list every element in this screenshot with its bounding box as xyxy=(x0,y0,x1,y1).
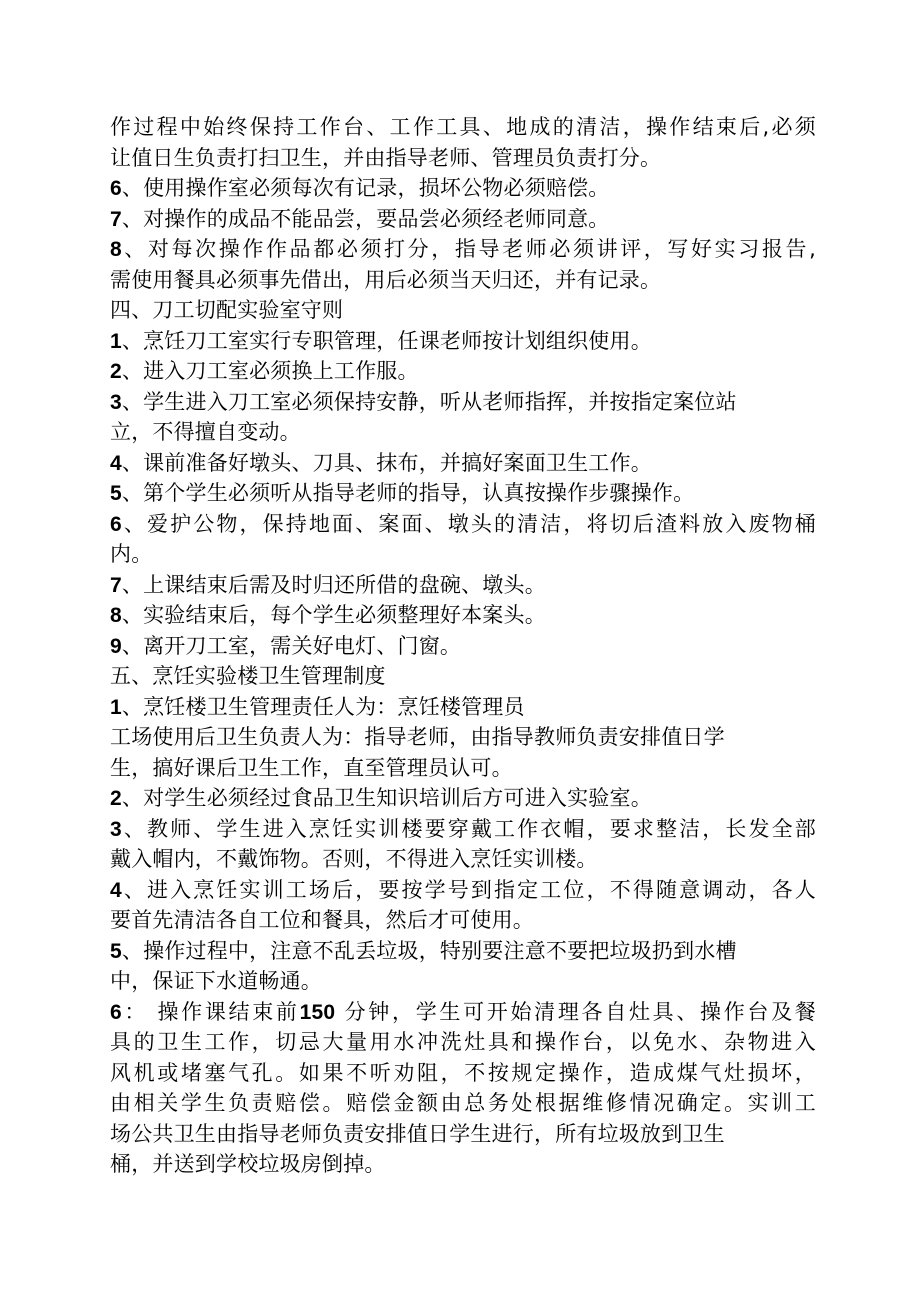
text-line xyxy=(110,387,816,418)
line-text: 内。 xyxy=(110,542,153,566)
line-text: 、对操作的成品不能品尝，要品尝必须经老师同意。 xyxy=(121,206,610,231)
text-line xyxy=(110,417,816,448)
line-text: 、对每次操作作品都必须打分，指导老师必须讲评，写好实习报告, xyxy=(121,237,816,261)
inline-number: 150 xyxy=(299,1000,336,1024)
line-text: 、学生进入刀工室必须保持安静，听从老师指挥，并按指定案位站 xyxy=(121,389,737,414)
line-text: 由相关学生负责赔偿。赔偿金额由总务处根据维修情况确定。实训工 xyxy=(110,1091,816,1115)
line-text: 、操作过程中，注意不乱丢垃圾，特别要注意不要把垃圾扔到水槽 xyxy=(121,938,737,963)
text-line xyxy=(110,1149,816,1180)
line-text: 需使用餐具必须事先借出，用后必须当天归还，并有记录。 xyxy=(110,267,662,292)
item-number: 7 xyxy=(110,207,122,231)
text-line xyxy=(110,204,816,235)
line-text: 立，不得擅自变动。 xyxy=(110,420,301,444)
text-line xyxy=(110,143,816,174)
text-line xyxy=(110,570,816,601)
text-line xyxy=(110,295,816,326)
line-text: 桶，并送到学校垃圾房倒掉。 xyxy=(110,1152,386,1176)
line-text: 、进入烹饪实训工场后，要按学号到指定工位，不得随意调动，各人 xyxy=(121,877,816,902)
item-number: 3 xyxy=(110,390,122,414)
text-line xyxy=(110,265,816,296)
line-text: 、离开刀工室，需关好电灯、门窗。 xyxy=(121,633,462,658)
item-number: 8 xyxy=(110,604,122,627)
line-text: 生，搞好课后卫生工作，直至管理员认可。 xyxy=(110,755,513,780)
item-number: 5 xyxy=(110,939,122,963)
text-line xyxy=(110,753,816,784)
text-line xyxy=(110,661,816,692)
line-text: 让值日生负责打扫卫生，并由指导老师、管理员负责打分。 xyxy=(110,145,662,170)
line-text: 、爱护公物，保持地面、案面、墩头的清洁，将切后渣料放入废物桶 xyxy=(121,511,816,536)
item-number: 2 xyxy=(110,360,122,383)
line-text: 、烹饪楼卫生管理责任人为：烹饪楼管理员 xyxy=(121,694,525,719)
line-text: 、上课结束后需及时归还所借的盘碗、墩头。 xyxy=(121,572,546,597)
text-line xyxy=(110,356,816,387)
text-line xyxy=(110,1088,816,1119)
item-number: 4 xyxy=(110,878,122,902)
line-text: 、课前准备好墩头、刀具、抹布，并搞好案面卫生工作。 xyxy=(121,450,652,475)
line-text: 、烹饪刀工室实行专职管理，任课老师按计划组织使用。 xyxy=(121,328,652,353)
item-number: 6 xyxy=(110,177,122,200)
line-text: 具的卫生工作，切忌大量用水冲洗灶具和操作台，以免水、杂物进入 xyxy=(110,1030,816,1054)
line-text: 、实验结束后，每个学生必须整理好本案头。 xyxy=(121,603,546,627)
line-text: ： 操作课结束前 xyxy=(121,999,300,1024)
text-line xyxy=(110,997,816,1028)
item-number: 6 xyxy=(110,512,122,536)
line-text: 、进入刀工室必须换上工作服。 xyxy=(121,359,419,383)
text-line xyxy=(110,631,816,662)
item-number: 2 xyxy=(110,787,122,810)
item-number: 8 xyxy=(110,238,122,261)
text-line xyxy=(110,600,816,631)
line-text: 四、刀工切配实验室守则 xyxy=(110,298,344,322)
line-text: 作过程中始终保持工作台、工作工具、地成的清洁，操作结束后,必须 xyxy=(110,115,816,139)
item-number: 3 xyxy=(110,817,122,841)
text-line xyxy=(110,722,816,753)
text-line xyxy=(110,875,816,906)
text-line xyxy=(110,966,816,997)
text-line xyxy=(110,326,816,357)
line-text-continued: 分钟，学生可开始清理各自灶具、操作台及餐 xyxy=(335,999,816,1024)
line-text: 场公共卫生由指导老师负责安排值日学生进行，所有垃圾放到卫生 xyxy=(110,1121,725,1146)
item-number: 9 xyxy=(110,634,122,658)
text-line xyxy=(110,539,816,570)
item-number: 1 xyxy=(110,695,122,719)
item-number: 7 xyxy=(110,573,122,597)
text-line xyxy=(110,1058,816,1089)
line-text: 、教师、学生进入烹饪实训楼要穿戴工作衣帽，要求整洁，长发全部 xyxy=(121,816,816,841)
line-text: 、对学生必须经过食品卫生知识培训后方可进入实验室。 xyxy=(121,786,652,810)
line-text: 五、烹饪实验楼卫生管理制度 xyxy=(110,664,386,688)
document-page xyxy=(110,112,816,1180)
text-line xyxy=(110,783,816,814)
line-text: 工场使用后卫生负责人为：指导老师，由指导教师负责安排值日学 xyxy=(110,725,725,749)
text-line xyxy=(110,905,816,936)
line-text: 要首先清洁各自工位和餐具，然后才可使用。 xyxy=(110,908,534,932)
text-line xyxy=(110,478,816,509)
item-number: 5 xyxy=(110,482,122,505)
text-line xyxy=(110,173,816,204)
text-line xyxy=(110,509,816,540)
text-line xyxy=(110,234,816,265)
line-text: 风机或堵塞气孔。如果不听劝阻，不按规定操作，造成煤气灶损坏， xyxy=(110,1060,816,1085)
text-line xyxy=(110,1027,816,1058)
line-text: 中，保证下水道畅通。 xyxy=(110,969,322,993)
text-line xyxy=(110,936,816,967)
text-line xyxy=(110,814,816,845)
item-number: 1 xyxy=(110,329,122,353)
text-line xyxy=(110,112,816,143)
item-number: 6 xyxy=(110,1000,122,1024)
text-line xyxy=(110,1119,816,1150)
line-text: 戴入帽内，不戴饰物。否则，不得进入烹饪实训楼。 xyxy=(110,847,598,871)
text-line xyxy=(110,844,816,875)
text-line xyxy=(110,692,816,723)
text-line xyxy=(110,448,816,479)
item-number: 4 xyxy=(110,451,122,475)
line-text: 、第个学生必须听从指导老师的指导，认真按操作步骤操作。 xyxy=(121,481,695,505)
line-text: 、使用操作室必须每次有记录，损坏公物必须赔偿。 xyxy=(121,176,610,200)
